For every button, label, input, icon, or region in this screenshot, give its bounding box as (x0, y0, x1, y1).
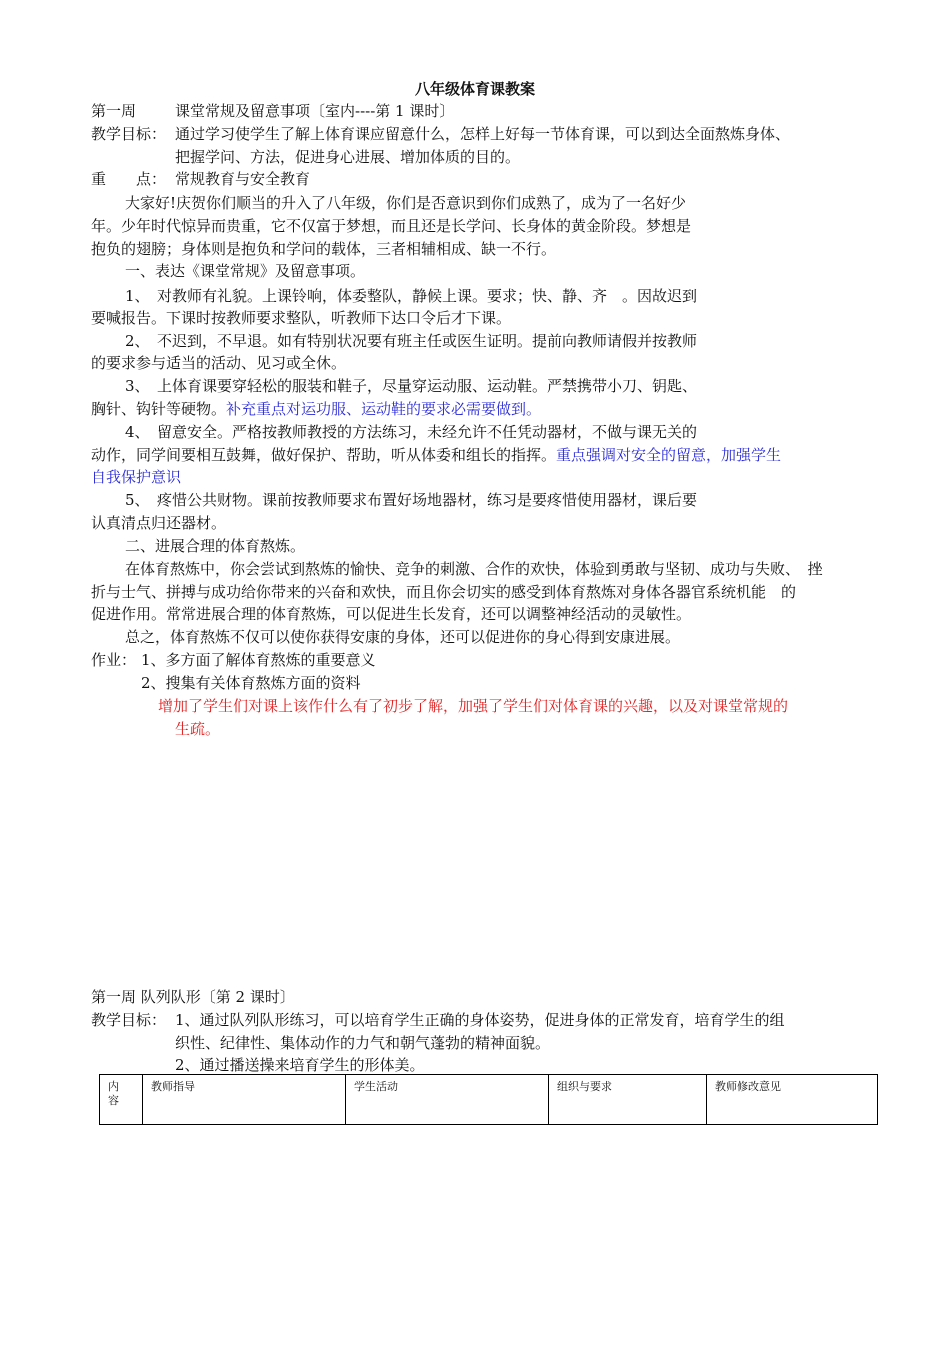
rule-item4-note-a: 重点强调对安全的留意，加强学生 (556, 446, 782, 464)
lesson1-goal-label: 教学目标： (91, 125, 167, 143)
rule-item3-line1: 3、 上体育课要穿轻松的服装和鞋子，尽量穿运动服、运动鞋。严禁携带小刀、钥匙、 (125, 377, 698, 395)
rule-item4-line1: 4、 留意安全。严格按教师教授的方法练习，未经允许不任凭动器材，不做与课无关的 (125, 423, 698, 441)
section1-title: 一、表达《课堂常规》及留意事项。 (125, 262, 366, 280)
homework-item1: 1、多方面了解体育熬炼的重要意义 (141, 651, 376, 669)
lesson2-goal-label: 教学目标： (91, 1011, 167, 1029)
rule-item2-line2: 的要求参与适当的活动、见习或全休。 (91, 354, 347, 372)
rule-item2-line1: 2、 不迟到，不早退。如有特别状况要有班主任或医生证明。提前向教师请假并按教师 (125, 332, 698, 350)
lesson2-goal1-line1: 1、通过队列队形练习，可以培育学生正确的身体姿势，促进身体的正常发育，培育学生的组 (175, 1011, 785, 1029)
rule-item4-note-b: 自我保护意识 (91, 468, 182, 486)
rule-item1-line2: 要喊报告。下课时按教师要求整队，听教师下达口令后才下课。 (91, 309, 512, 327)
homework-label: 作业： (91, 651, 137, 669)
table-header-row (100, 1075, 878, 1125)
section2-title: 二、进展合理的体育熬炼。 (125, 537, 306, 555)
intro-line1: 大家好!庆贺你们顺当的升入了八年级，你们是否意识到你们成熟了，成为了一名好少 (125, 194, 687, 212)
exercise-para-line2: 折与士气、拼搏与成功给你带来的兴奋和欢快，而且你会切实的感受到体育熬炼对身体各器官系统机能 的 (91, 583, 797, 601)
rule-item4-line2-text: 动作，同学间要相互鼓舞，做好保护、帮助，听从体委和组长的指挥。 (91, 446, 557, 464)
document-title: 八年级体育课教案 (414, 80, 535, 98)
col-org-header: 组织与要求 (549, 1075, 707, 1125)
rule-item3-note: 补充重点对运功服、运动鞋的要求必需要做到。 (226, 400, 542, 418)
reflection-line1: 增加了学生们对课上该作什么有了初步了解，加强了学生们对体育课的兴趣，以及对课堂常规的 (158, 697, 789, 715)
exercise-para-line1: 在体育熬炼中，你会尝试到熬炼的愉快、竞争的刺激、合作的欢快，体验到勇敢与坚韧、成功与失败、 挫 (125, 560, 823, 578)
lesson1-key-text: 常规教育与安全教育 (175, 170, 311, 188)
rule-item3-line2-text: 胸针、钩针等硬物。 (91, 400, 227, 418)
lesson2-header: 第一周 队列队形〔第 2 课时〕 (91, 988, 295, 1006)
col-revise-header: 教师修改意见 (707, 1075, 878, 1125)
lesson1-goal-line1: 通过学习使学生了解上体育课应留意什么，怎样上好每一节体育课，可以到达全面熬炼身体、 (175, 125, 791, 143)
rule-item5-line2: 认真清点归还器材。 (91, 514, 227, 532)
rule-item5-line1: 5、 疼惜公共财物。课前按教师要求布置好场地器材，练习是要疼惜使用器材，课后要 (125, 491, 698, 509)
rule-item1-line1: 1、 对教师有礼貌。上课铃响，体委整队，静候上课。要求；快、静、齐 。因故迟到 (125, 287, 698, 305)
intro-line3: 抱负的翅膀；身体则是抱负和学问的载体，三者相辅相成、缺一不行。 (91, 240, 557, 258)
col-content-header (100, 1075, 143, 1125)
lesson1-week: 第一周 (91, 102, 137, 120)
col-teacher-header: 教师指导 (143, 1075, 346, 1125)
homework-item2: 2、搜集有关体育熬炼方面的资料 (141, 674, 361, 692)
col-content-label: 内容 (108, 1080, 119, 1107)
lesson2-goal1-line2: 织性、纪律性、集体动作的力气和朝气蓬勃的精神面貌。 (175, 1034, 551, 1052)
reflection-line2: 生疏。 (175, 720, 221, 738)
lesson1-topic: 课堂常规及留意事项〔室内----第 1 课时〕 (175, 102, 455, 120)
col-student-header: 学生活动 (346, 1075, 549, 1125)
summary-text: 总之，体育熬炼不仅可以使你获得安康的身体，还可以促进你的身心得到安康进展。 (125, 628, 681, 646)
lesson2-goal2: 2、通过播送操来培育学生的形体美。 (175, 1056, 425, 1074)
lesson1-key-label: 重 点： (91, 170, 167, 188)
lesson-plan-table (99, 1074, 878, 1125)
intro-line2: 年。少年时代惊异而贵重，它不仅富于梦想，而且还是长学问、长身体的黄金阶段。梦想是 (91, 217, 692, 235)
rule-item3-line2 (91, 398, 541, 420)
exercise-para-line3: 促进作用。常常进展合理的体育熬炼，可以促进生长发育，还可以调整神经活动的灵敏性。 (91, 605, 692, 623)
lesson1-goal-line2: 把握学问、方法，促进身心进展、增加体质的目的。 (175, 148, 521, 166)
rule-item4-line2 (91, 444, 781, 466)
